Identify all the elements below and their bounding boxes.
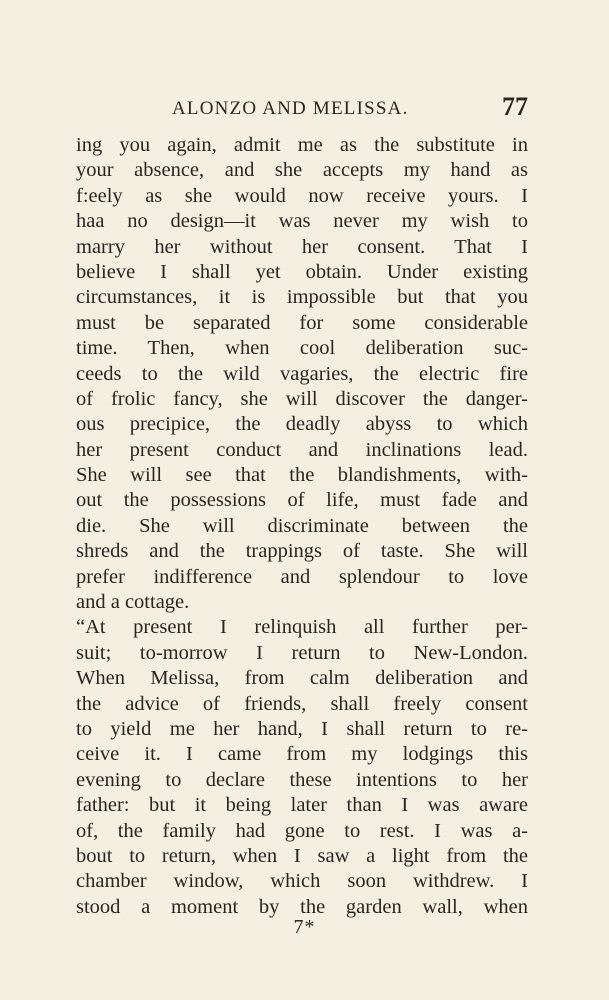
text-line: die. She will discriminate between the	[76, 514, 528, 537]
page-header	[76, 92, 528, 132]
text-line: circumstances, it is impossible but that you	[76, 286, 528, 309]
text-line: She will see that the blandishments, with-	[76, 464, 528, 487]
text-line: the advice of friends, shall freely consent	[76, 692, 528, 715]
body-text	[76, 133, 528, 920]
text-line: evening to declare these intentions to her	[76, 768, 528, 791]
text-line: time. Then, when cool deliberation suc-	[76, 337, 528, 360]
text-line: and a cottage.	[76, 591, 190, 614]
page-number: 77	[502, 92, 528, 121]
running-head: ALONZO AND MELISSA.	[172, 98, 409, 119]
text-line: prefer indifference and splendour to love	[76, 565, 528, 588]
text-line: ous precipice, the deadly abyss to which	[76, 413, 528, 436]
text-line: bout to return, when I saw a light from the	[76, 844, 528, 867]
text-line: haa no design—it was never my wish to	[76, 210, 528, 233]
text-line: her present conduct and inclinations lead.	[76, 438, 528, 461]
text-line: f:eely as she would now receive yours. I	[76, 184, 528, 207]
text-line: suit; to-morrow I return to New-London.	[76, 641, 528, 664]
text-line: ceeds to the wild vagaries, the electric fire	[76, 362, 528, 385]
text-line: must be separated for some considerable	[76, 311, 528, 334]
text-line: your absence, and she accepts my hand as	[76, 159, 528, 182]
signature-mark: 7*	[293, 916, 316, 938]
text-line: father: but it being later than I was aware	[76, 794, 528, 817]
text-line: When Melissa, from calm deliberation and	[76, 667, 528, 690]
text-line: to yield me her hand, I shall return to re-	[76, 717, 528, 740]
text-line: chamber window, which soon withdrew. I	[76, 870, 528, 893]
text-line: marry her without her consent. That I	[76, 235, 528, 258]
text-line: ceive it. I came from my lodgings this	[76, 743, 528, 766]
text-line: shreds and the trappings of taste. She will	[76, 540, 528, 563]
text-line: out the possessions of life, must fade and	[76, 489, 528, 512]
text-line: “At present I relinquish all further per-	[76, 616, 528, 639]
text-line: ing you again, admit me as the substitute in	[76, 134, 528, 156]
text-line: stood a moment by the garden wall, when	[76, 895, 528, 918]
text-line: of frolic fancy, she will discover the danger-	[76, 387, 528, 410]
text-line: believe I shall yet obtain. Under existing	[76, 260, 528, 283]
text-line: of, the family had gone to rest. I was a-	[76, 819, 528, 842]
